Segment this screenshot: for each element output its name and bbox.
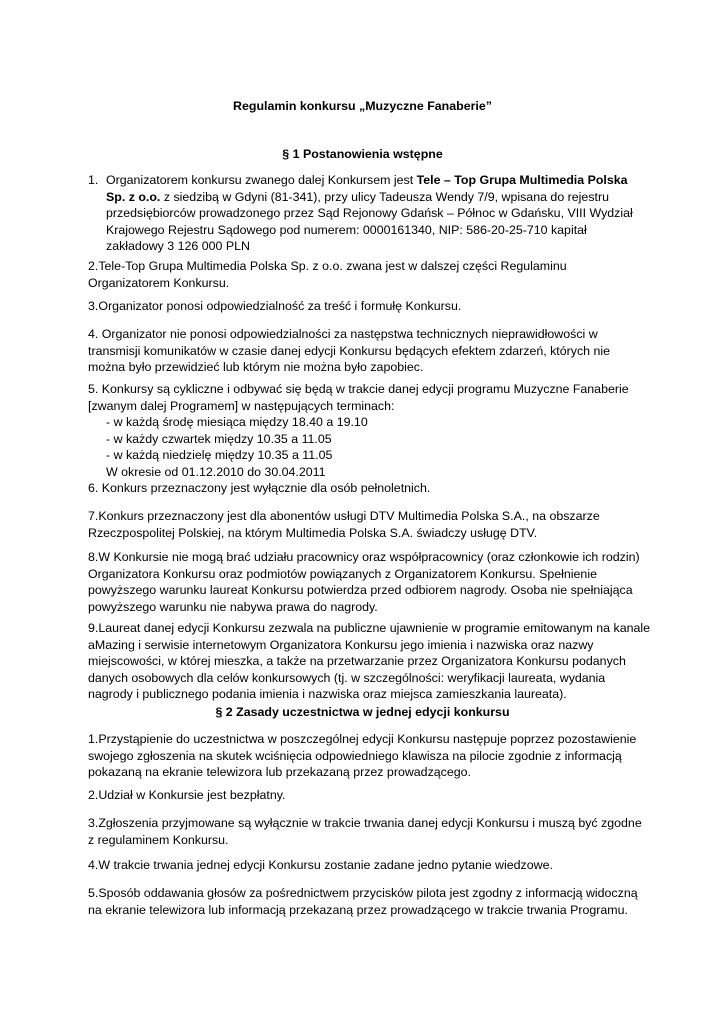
item-1-number: 1. bbox=[88, 173, 99, 187]
line: aMazing i serwisie internetowym Organizatora Konkursu jego imienia i nazwiska oraz nazwy bbox=[88, 637, 594, 652]
line: 4.W trakcie trwania jednej edycji Konkursu zostanie zadane jedno pytanie wiedzowe. bbox=[88, 858, 553, 872]
schedule-item: - w każdą niedzielę między 10.35 a 11.05 bbox=[106, 448, 333, 462]
schedule-period: W okresie od 01.12.2010 do 30.04.2011 bbox=[106, 464, 326, 479]
line: transmisji komunikatów w czasie danej edycji Konkursu będących efektem zdarzeń, których nie bbox=[88, 343, 611, 358]
line: 7.Konkurs przeznaczony jest dla abonentów usługi DTV Multimedia Polska S.A., na obszarze bbox=[88, 509, 600, 523]
line: 2.Tele-Top Grupa Multimedia Polska Sp. z o.o. zwana jest w dalszej części Regulaminu bbox=[88, 259, 567, 273]
line: 5. Konkursy są cykliczne i odbywać się będą w trakcie danej edycji programu Muzyczne Fanaberie bbox=[88, 382, 629, 396]
line: Organizatorem Konkursu. bbox=[88, 275, 230, 290]
company-suffix-bold: Sp. z o.o. bbox=[106, 189, 161, 204]
schedule-item: - w każdy czwartek między 10.35 a 11.05 bbox=[106, 431, 332, 446]
section-2-paragraph-4 bbox=[88, 857, 648, 874]
line: miejscowości, w której mieszka, a także na przetwarzanie przez Organizatora Konkursu podanych bbox=[88, 654, 626, 668]
section-1-paragraph-9 bbox=[88, 620, 651, 703]
company-name-bold: Tele – Top Grupa Multimedia Polska bbox=[416, 173, 628, 187]
section-2-paragraph-5 bbox=[88, 885, 648, 918]
section-1-heading: § 1 Postanowienia wstępne bbox=[282, 147, 443, 161]
line: Sp. z o.o. z siedzibą w Gdyni (81-341), przy ulicy Tadeusza Wendy 7/9, wpisana do rejestru bbox=[106, 189, 609, 204]
section-1-paragraph-4 bbox=[88, 326, 648, 376]
document-title: Regulamin konkursu „Muzyczne Fanaberie” bbox=[233, 99, 492, 113]
line: 8.W Konkursie nie mogą brać udziału pracownicy oraz współpracownicy (oraz członkowie ich rodzin) bbox=[88, 550, 640, 564]
line: 6. Konkurs przeznaczony jest wyłącznie dla osób pełnoletnich. bbox=[88, 481, 431, 495]
line: pokazaną na ekranie telewizora lub przekazaną przez prowadzącego. bbox=[88, 765, 471, 779]
line: Organizatora Konkursu oraz podmiotów powiązanych z Organizatorem Konkursu. Spełnienie bbox=[88, 566, 597, 581]
line: 1.Przystąpienie do uczestnictwa w poszczególnej edycji Konkursu następuje poprzez pozostawienie bbox=[88, 732, 637, 746]
section-2-heading: § 2 Zasady uczestnictwa w jednej edycji konkursu bbox=[215, 705, 510, 719]
section-1-paragraph-6 bbox=[88, 480, 648, 497]
section-2-paragraph-1 bbox=[88, 731, 648, 781]
section-1-paragraph-1 bbox=[106, 172, 651, 255]
line: swojego zgłoszenia na skutek wciśnięcia odpowiedniego klawisza na pilocie zgodnie z informacją bbox=[88, 748, 622, 763]
line: na ekranie telewizora lub informacją przekazaną przez prowadzącego w trakcie trwania Programu. bbox=[88, 902, 628, 917]
line: z regulaminem Konkursu. bbox=[88, 832, 229, 847]
line: Organizatorem konkursu zwanego dalej Konkursem jest Tele – Top Grupa Multimedia Polska bbox=[106, 173, 628, 187]
line: można było przewidzieć lub którym nie można było zapobiec. bbox=[88, 360, 424, 374]
line: zakładowy 3 126 000 PLN bbox=[106, 239, 250, 253]
line: przedsiębiorców prowadzonego przez Sąd Rejonowy Gdańsk – Północ w Gdańsku, VIII Wydział bbox=[106, 206, 633, 220]
line: powyższego warunku nie nabywa prawa do nagrody. bbox=[88, 599, 378, 614]
line: 3.Zgłoszenia przyjmowane są wyłącznie w trakcie trwania danej edycji Konkursu i muszą być zgodne bbox=[88, 816, 642, 830]
line: powyższego warunku laureat Konkursu potwierdza przed odbiorem nagrody. Osoba nie spełniająca bbox=[88, 583, 633, 597]
section-1-paragraph-5 bbox=[88, 381, 648, 480]
line: Rzeczpospolitej Polskiej, na którym Multimedia Polska S.A. świadczy usługę DTV. bbox=[88, 525, 538, 540]
line: nagrody i publicznego podania imienia i nazwiska oraz miejsca zamieszkania laureata). bbox=[88, 687, 567, 701]
section-1-paragraph-7 bbox=[88, 508, 648, 541]
line: [zwanym dalej Programem] w następujących terminach: bbox=[88, 398, 395, 413]
line: 4. Organizator nie ponosi odpowiedzialności za następstwa technicznych nieprawidłowości w bbox=[88, 327, 598, 341]
line: danych osobowych dla celów konkursowych (tj. w szczególności: weryfikacji laureata, wydania bbox=[88, 670, 606, 685]
section-2-paragraph-2 bbox=[88, 787, 648, 804]
line: Krajowego Rejestru Sądowego pod numerem: 0000161340, NIP: 586-20-25-710 kapitał bbox=[106, 222, 587, 237]
line: 3.Organizator ponosi odpowiedzialność za treść i formułę Konkursu. bbox=[88, 299, 462, 313]
line: 2.Udział w Konkursie jest bezpłatny. bbox=[88, 788, 286, 802]
section-1-paragraph-2 bbox=[88, 258, 648, 291]
section-2-paragraph-3 bbox=[88, 815, 648, 848]
section-1-paragraph-3 bbox=[88, 298, 648, 315]
schedule-item: - w każdą środę miesiąca między 18.40 a 19.10 bbox=[106, 415, 368, 429]
line: 5.Sposób oddawania głosów za pośrednictwem przycisków pilota jest zgodny z informacją widoczną bbox=[88, 886, 638, 900]
line: 9.Laureat danej edycji Konkursu zezwala na publiczne ujawnienie w programie emitowanym na kanale bbox=[88, 621, 651, 635]
section-1-paragraph-8 bbox=[88, 549, 648, 615]
